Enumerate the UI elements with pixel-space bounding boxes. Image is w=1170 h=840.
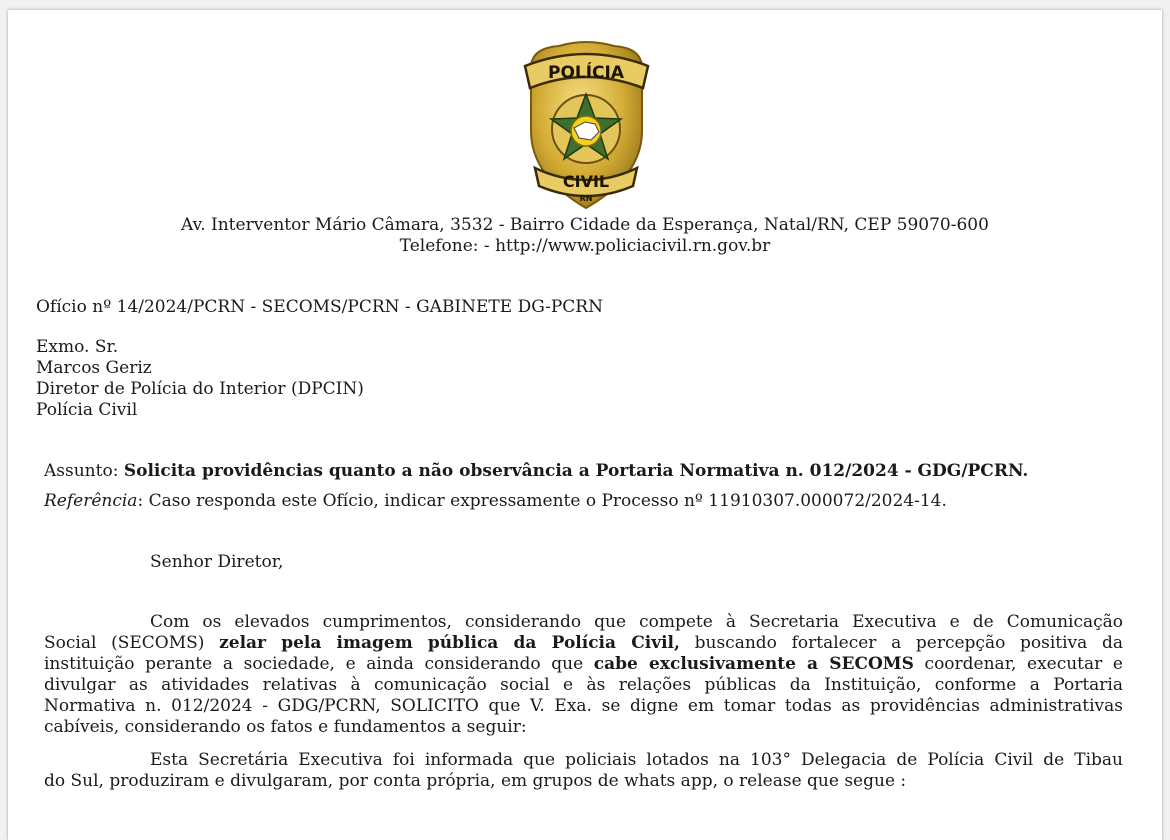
badge-top-text: POLÍCIA (547, 63, 625, 83)
reference-line (44, 491, 947, 512)
header-phone-website: Telefone: - http://www.policiacivil.rn.gov.br (399, 236, 771, 256)
paragraph-line: do Sul, produziram e divulgaram, por conta própria, em grupos de whats app, o release que segue : (44, 771, 907, 791)
reference-label: Referência (44, 491, 138, 511)
document-page (8, 10, 1162, 840)
paragraph-line: cabíveis, considerando os fatos e fundamentos a seguir: (44, 717, 527, 737)
recipient-block (36, 337, 364, 421)
paragraph-line: Normativa n. 012/2024 - GDG/PCRN, SOLICITO que V. Exa. se digne em tomar todas as providências administrativas (44, 696, 1123, 716)
reference-text: : Caso responda este Ofício, indicar expressamente o Processo nº 11910307.000072/2024-14. (137, 491, 947, 511)
subject-line (44, 461, 1028, 482)
body-paragraph-1 (44, 612, 1123, 738)
recipient-line-salutation: Exmo. Sr. (36, 337, 119, 357)
oficio-number: Ofício nº 14/2024/PCRN - SECOMS/PCRN - GABINETE DG-PCRN (36, 297, 603, 317)
recipient-line-institution: Polícia Civil (36, 400, 138, 420)
subject-text: Solicita providências quanto a não observância a Portaria Normativa n. 012/2024 - GDG/PCRN. (123, 461, 1029, 481)
badge-bottom-text: CIVIL (562, 172, 610, 191)
recipient-line-title: Diretor de Polícia do Interior (DPCIN) (36, 379, 364, 399)
salutation: Senhor Diretor, (150, 552, 284, 572)
subject-label: Assunto: (44, 461, 124, 481)
paragraph-line: Com os elevados cumprimentos, considerando que compete à Secretaria Executiva e de Comunicação (150, 612, 1123, 632)
paragraph-line: Social (SECOMS) zelar pela imagem pública da Polícia Civil, buscando fortalecer a percepção positiva da (44, 633, 1123, 653)
paragraph-line: instituição perante a sociedade, e ainda considerando que cabe exclusivamente a SECOMS coordenar, executar e (44, 654, 1123, 674)
body-paragraph-2 (44, 750, 1123, 792)
recipient-line-name: Marcos Geriz (36, 358, 152, 378)
paragraph-line: divulgar as atividades relativas à comunicação social e às relações públicas da Instituição, conforme a Portaria (44, 675, 1123, 695)
paragraph-line: Esta Secretária Executiva foi informada que policiais lotados na 103° Delegacia de Polícia Civil de Tibau (150, 750, 1123, 770)
header-address: Av. Interventor Mário Câmara, 3532 - Bairro Cidade da Esperança, Natal/RN, CEP 59070-600 (181, 215, 989, 235)
badge-state-text: RN (579, 194, 593, 203)
policia-civil-badge-logo (519, 36, 654, 212)
